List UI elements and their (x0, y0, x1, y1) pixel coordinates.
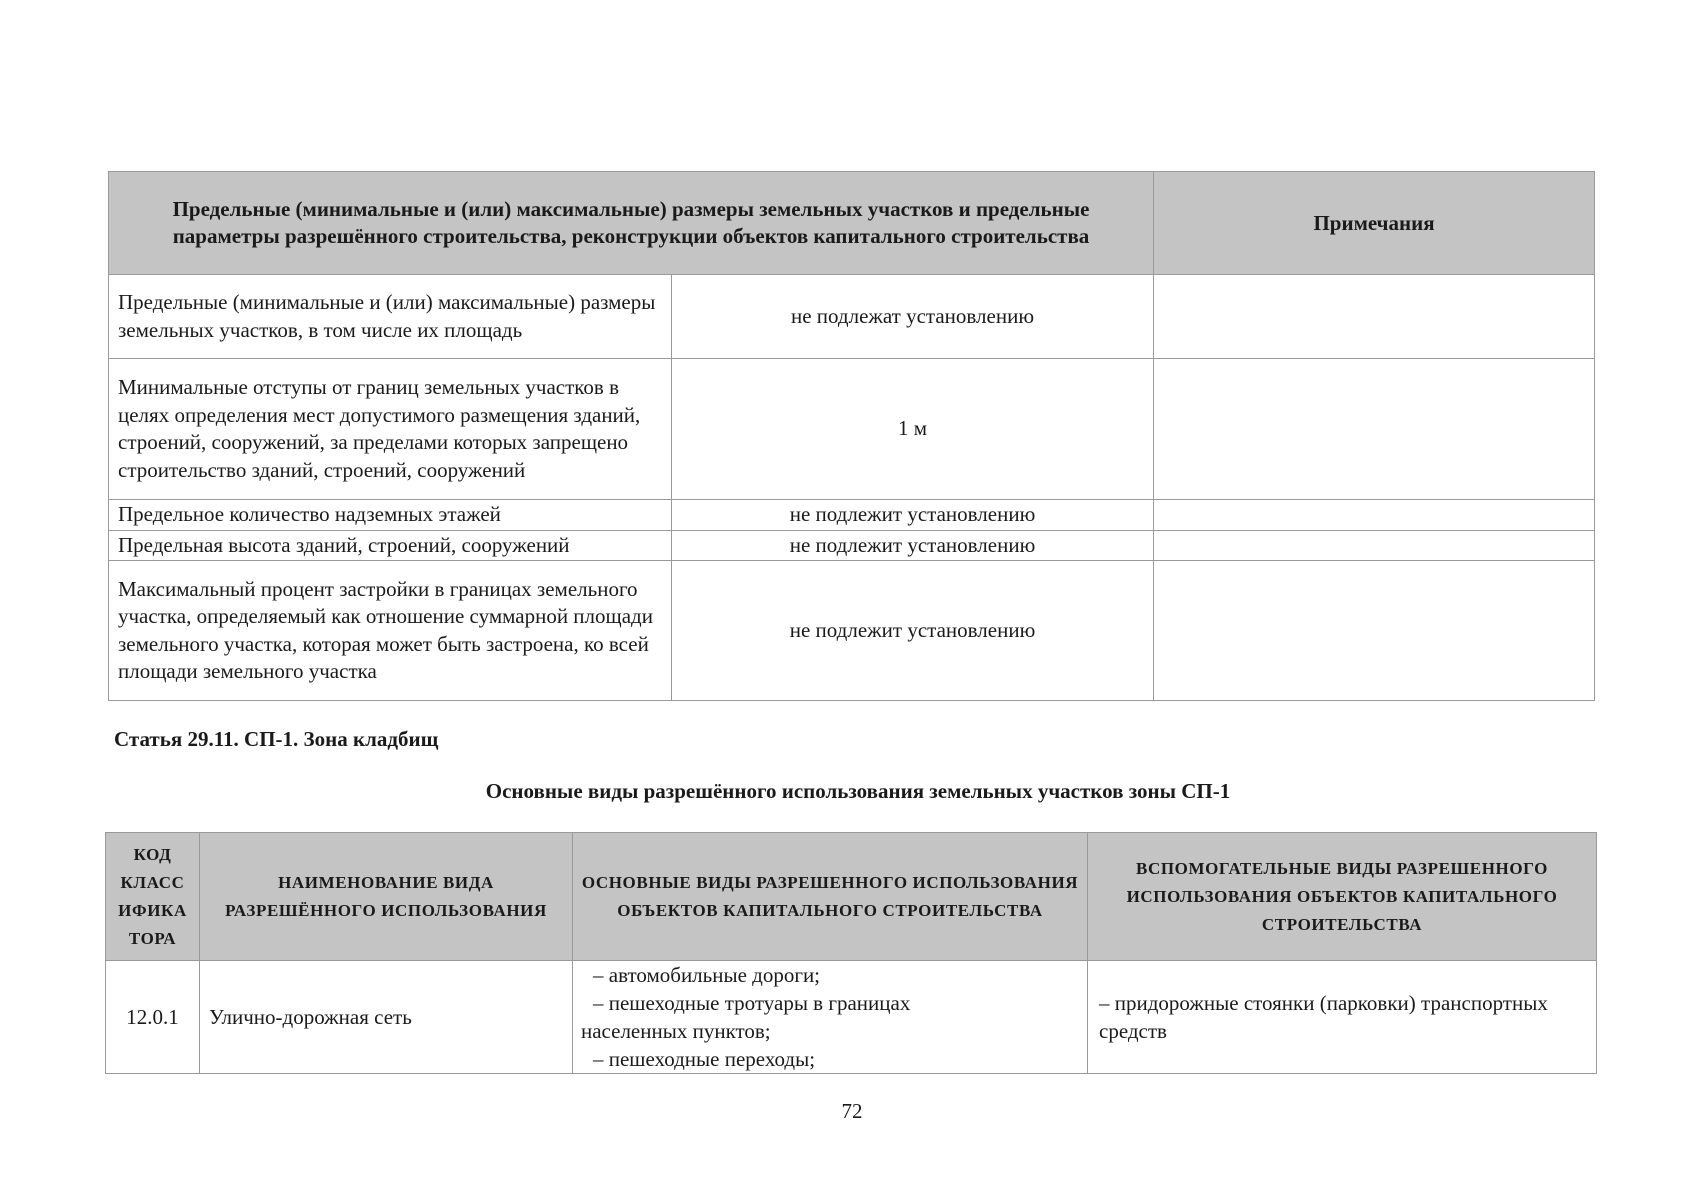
parameter-name: Предельная высота зданий, строений, сооружений (109, 530, 672, 561)
parameter-name: Предельные (минимальные и (или) максимальные) размеры земельных участков, в том числе их площадь (109, 275, 672, 359)
parameter-value: не подлежит установлению (672, 500, 1154, 531)
use-name: Улично-дорожная сеть (200, 961, 573, 1074)
page-number: 72 (841, 1099, 863, 1123)
table-row (106, 961, 1597, 1074)
parameter-name: Максимальный процент застройки в границах земельного участка, определяемый как отношение суммарной площади земельного участка, которая может быть застроена, ко всей площади земельного участка (109, 561, 672, 701)
parameters-header-notes: Примечания (1154, 172, 1595, 275)
parameter-value: не подлежит установлению (672, 530, 1154, 561)
parameter-name: Минимальные отступы от границ земельных участков в целях определения мест допустимого размещения зданий, строений, сооружений, за пределами которых запрещено строительство зданий, строений, сооружений (109, 359, 672, 500)
land-use-table (105, 832, 1597, 1074)
parameters-header-main: Предельные (минимальные и (или) максимальные) размеры земельных участков и предельные параметры разрешённого строительства, реконструкции объектов капитального строительства (109, 172, 1154, 275)
table-row (109, 275, 1595, 359)
classifier-code: 12.0.1 (106, 961, 200, 1074)
list-item: – пешеходные переходы; (593, 1047, 816, 1071)
section-title: Основные виды разрешённого использования земельных участков зоны СП-1 (485, 779, 1231, 803)
table-row (109, 359, 1595, 500)
parameters-table (108, 171, 1595, 701)
header-code: КОД КЛАСС ИФИКА ТОРА (106, 833, 200, 961)
table-row (109, 500, 1595, 531)
list-item: – пешеходные тротуары в границах (593, 991, 911, 1015)
header-main-uses: ОСНОВНЫЕ ВИДЫ РАЗРЕШЕННОГО ИСПОЛЬЗОВАНИЯ ОБЪЕКТОВ КАПИТАЛЬНОГО СТРОИТЕЛЬСТВА (573, 833, 1088, 961)
parameter-note (1154, 530, 1595, 561)
list-item: – автомобильные дороги; (593, 963, 821, 987)
table-row (109, 530, 1595, 561)
article-title: Статья 29.11. СП-1. Зона кладбищ (114, 727, 439, 751)
header-aux-uses: ВСПОМОГАТЕЛЬНЫЕ ВИДЫ РАЗРЕШЕННОГО ИСПОЛЬЗОВАНИЯ ОБЪЕКТОВ КАПИТАЛЬНОГО СТРОИТЕЛЬСТВА (1088, 833, 1597, 961)
parameter-value: 1 м (672, 359, 1154, 500)
parameter-note (1154, 561, 1595, 701)
header-use-name: НАИМЕНОВАНИЕ ВИДА РАЗРЕШЁННОГО ИСПОЛЬЗОВАНИЯ (200, 833, 573, 961)
parameter-note (1154, 359, 1595, 500)
parameter-name: Предельное количество надземных этажей (109, 500, 672, 531)
main-uses-list (573, 961, 1088, 1074)
aux-uses: – придорожные стоянки (парковки) транспортных средств (1088, 961, 1597, 1074)
parameter-value: не подлежат установлению (672, 275, 1154, 359)
parameters-header-row (109, 172, 1595, 275)
parameter-note (1154, 500, 1595, 531)
list-item: населенных пунктов; (581, 1019, 771, 1043)
parameter-note (1154, 275, 1595, 359)
table-row (109, 561, 1595, 701)
land-use-header-row (106, 833, 1597, 961)
parameter-value: не подлежит установлению (672, 561, 1154, 701)
